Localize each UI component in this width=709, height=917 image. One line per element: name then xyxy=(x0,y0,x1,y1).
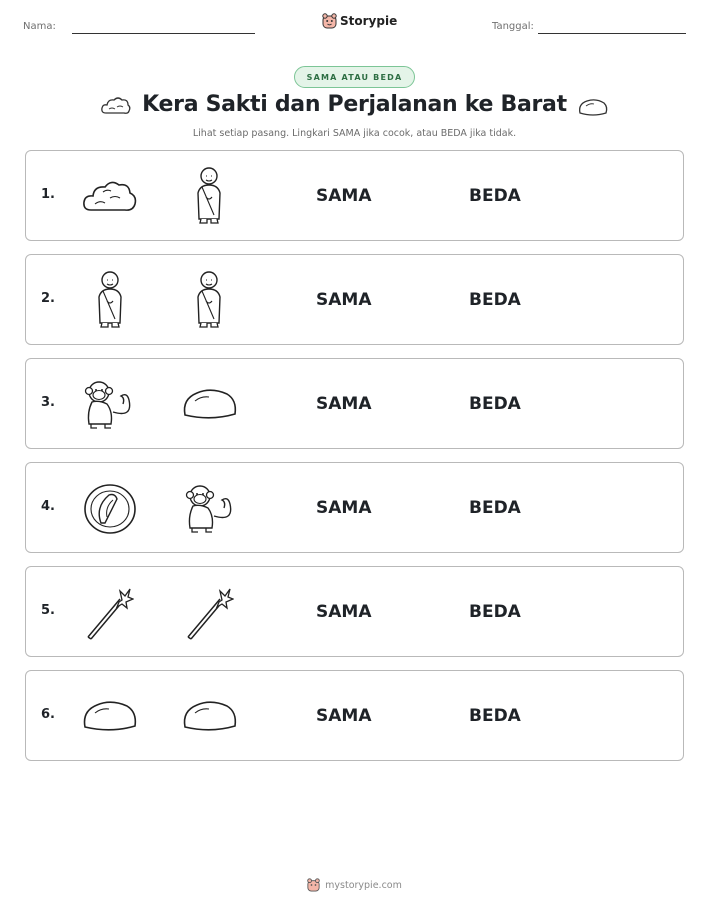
question-row-5 xyxy=(25,566,684,657)
question-row-6 xyxy=(25,670,684,761)
question-row-3 xyxy=(25,358,684,449)
question-number: 6. xyxy=(41,707,55,722)
same-option[interactable]: SAMA xyxy=(316,498,372,518)
different-option[interactable]: BEDA xyxy=(469,498,521,518)
question-number: 4. xyxy=(41,499,55,514)
different-option[interactable]: BEDA xyxy=(469,602,521,622)
different-option[interactable]: BEDA xyxy=(469,186,521,206)
monkey-icon xyxy=(184,482,238,534)
brand xyxy=(322,13,397,29)
monkey-icon xyxy=(83,378,137,430)
storypie-logo-icon xyxy=(322,13,337,29)
monk-icon xyxy=(192,269,226,331)
magic-staff-icon xyxy=(84,585,134,641)
same-option[interactable]: SAMA xyxy=(316,186,372,206)
footer-url[interactable]: mystorypie.com xyxy=(325,879,402,891)
different-option[interactable]: BEDA xyxy=(469,706,521,726)
question-row-4 xyxy=(25,462,684,553)
name-label: Nama: xyxy=(23,21,56,32)
same-option[interactable]: SAMA xyxy=(316,602,372,622)
storypie-logo-icon xyxy=(307,878,320,892)
footer xyxy=(0,878,709,892)
cloud-icon xyxy=(81,176,139,218)
page-title: Kera Sakti dan Perjalanan ke Barat xyxy=(142,92,567,117)
same-option[interactable]: SAMA xyxy=(316,394,372,414)
question-number: 1. xyxy=(41,187,55,202)
magic-staff-icon xyxy=(184,585,234,641)
question-row-2 xyxy=(25,254,684,345)
name-field-line[interactable] xyxy=(72,33,255,34)
monk-icon xyxy=(192,165,226,227)
date-field-line[interactable] xyxy=(538,33,686,34)
question-number: 2. xyxy=(41,291,55,306)
brand-name: Storypie xyxy=(340,14,398,28)
activity-tag: SAMA ATAU BEDA xyxy=(294,66,415,88)
rock-icon xyxy=(181,383,239,425)
rock-icon xyxy=(577,96,609,118)
question-number: 5. xyxy=(41,603,55,618)
question-row-1 xyxy=(25,150,684,241)
monk-icon xyxy=(93,269,127,331)
peach-icon xyxy=(83,483,137,535)
same-option[interactable]: SAMA xyxy=(316,706,372,726)
question-number: 3. xyxy=(41,395,55,410)
different-option[interactable]: BEDA xyxy=(469,290,521,310)
rock-icon xyxy=(181,695,239,737)
date-label: Tanggal: xyxy=(492,21,534,32)
same-option[interactable]: SAMA xyxy=(316,290,372,310)
different-option[interactable]: BEDA xyxy=(469,394,521,414)
rock-icon xyxy=(81,695,139,737)
instructions: Lihat setiap pasang. Lingkari SAMA jika cocok, atau BEDA jika tidak. xyxy=(192,128,517,139)
